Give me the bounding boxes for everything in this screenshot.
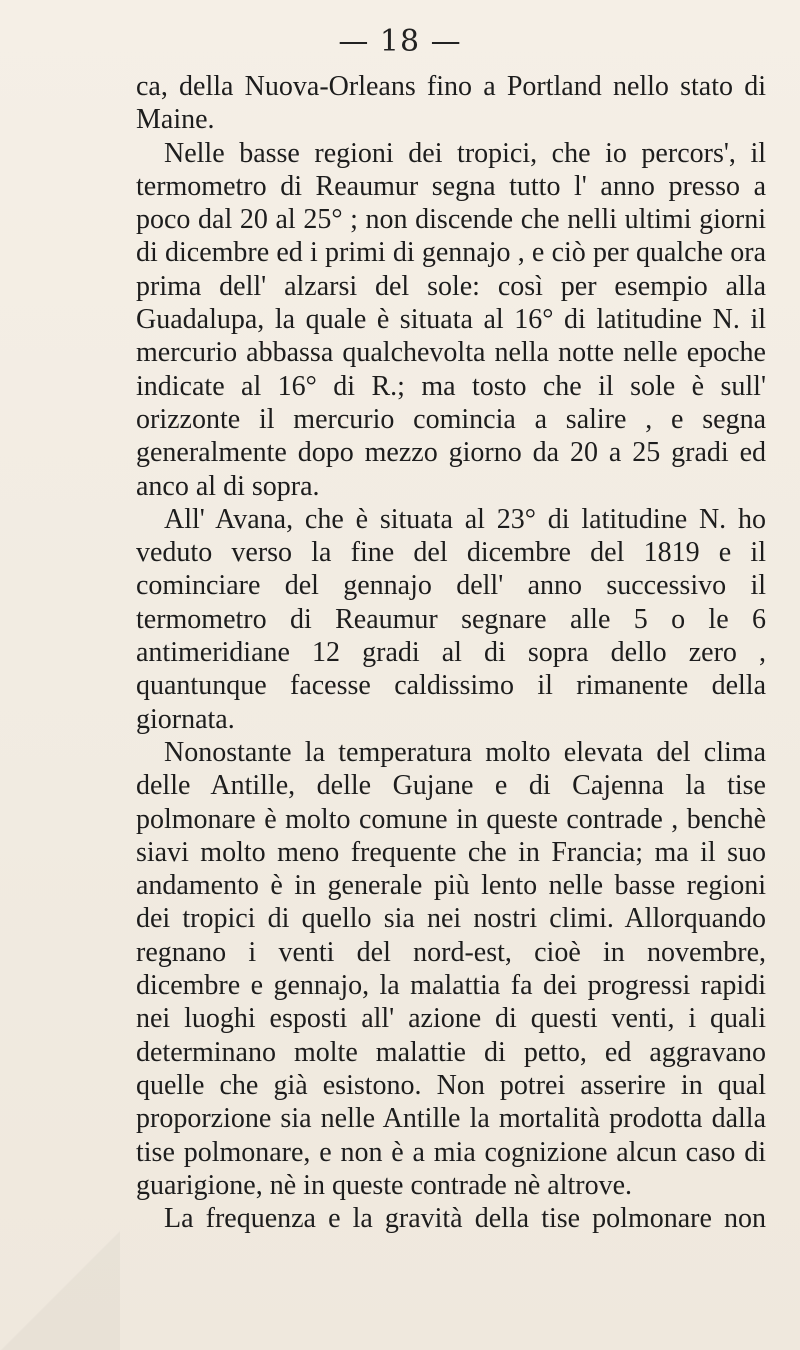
page-number: — 18 — bbox=[338, 24, 462, 59]
body-text bbox=[136, 70, 766, 1235]
paper-fold-shadow bbox=[0, 1230, 120, 1350]
paragraph-4: Nonostante la temperatura molto elevata del clima delle Antille, delle Gujane e di Cajenna la tise polmonare è molto comune in queste contrade , benchè siavi molto meno frequente che in Francia; ma il suo andamento è in generale più lento nelle basse regioni dei tropici di quello sia nei nostri climi. Allorquando regnano i venti del nord-est, cioè in novembre, dicembre e gennajo, la malattia fa dei progressi rapidi nei luoghi esposti all' azione di questi venti, i quali determinano molte malattie di petto, ed aggravano quelle che già esistono. Non potrei asserire in qual proporzione sia nelle Antille la mortalità prodotta dalla tise polmonare, e non è a mia cognizione alcun caso di guarigione, nè in queste contrade nè altrove. bbox=[136, 736, 766, 1201]
paragraph-1: ca, della Nuova-Orleans fino a Portland nello stato di Maine. bbox=[136, 71, 766, 136]
paragraph-3: All' Avana, che è situata al 23° di latitudine N. ho veduto verso la fine del dicembre del 1819 e il cominciare del gennajo dell' anno successivo il termometro di Reaumur segnare alle 5 o le 6 antimeridiane 12 gradi al di sopra dello zero , quantunque facesse caldissimo il rimanente della giornata. bbox=[136, 503, 766, 735]
paragraph-2: Nelle basse regioni dei tropici, che io percors', il termometro di Reaumur segna tutto l' anno presso a poco dal 20 al 25° ; non discende che nelli ultimi giorni di dicembre ed i primi di gennajo , e ciò per qualche ora prima dell' alzarsi del sole: così per esempio alla Guadalupa, la quale è situata al 16° di latitudine N. il mercurio abbassa qualchevolta nella notte nelle epoche indicate al 16° di R.; ma tosto che il sole è sull' orizzonte il mercurio comincia a salire , e segna generalmente dopo mezzo giorno da 20 a 25 gradi ed anco al di sopra. bbox=[136, 137, 766, 502]
paragraph-5: La frequenza e la gravità della tise polmonare non bbox=[164, 1203, 766, 1235]
